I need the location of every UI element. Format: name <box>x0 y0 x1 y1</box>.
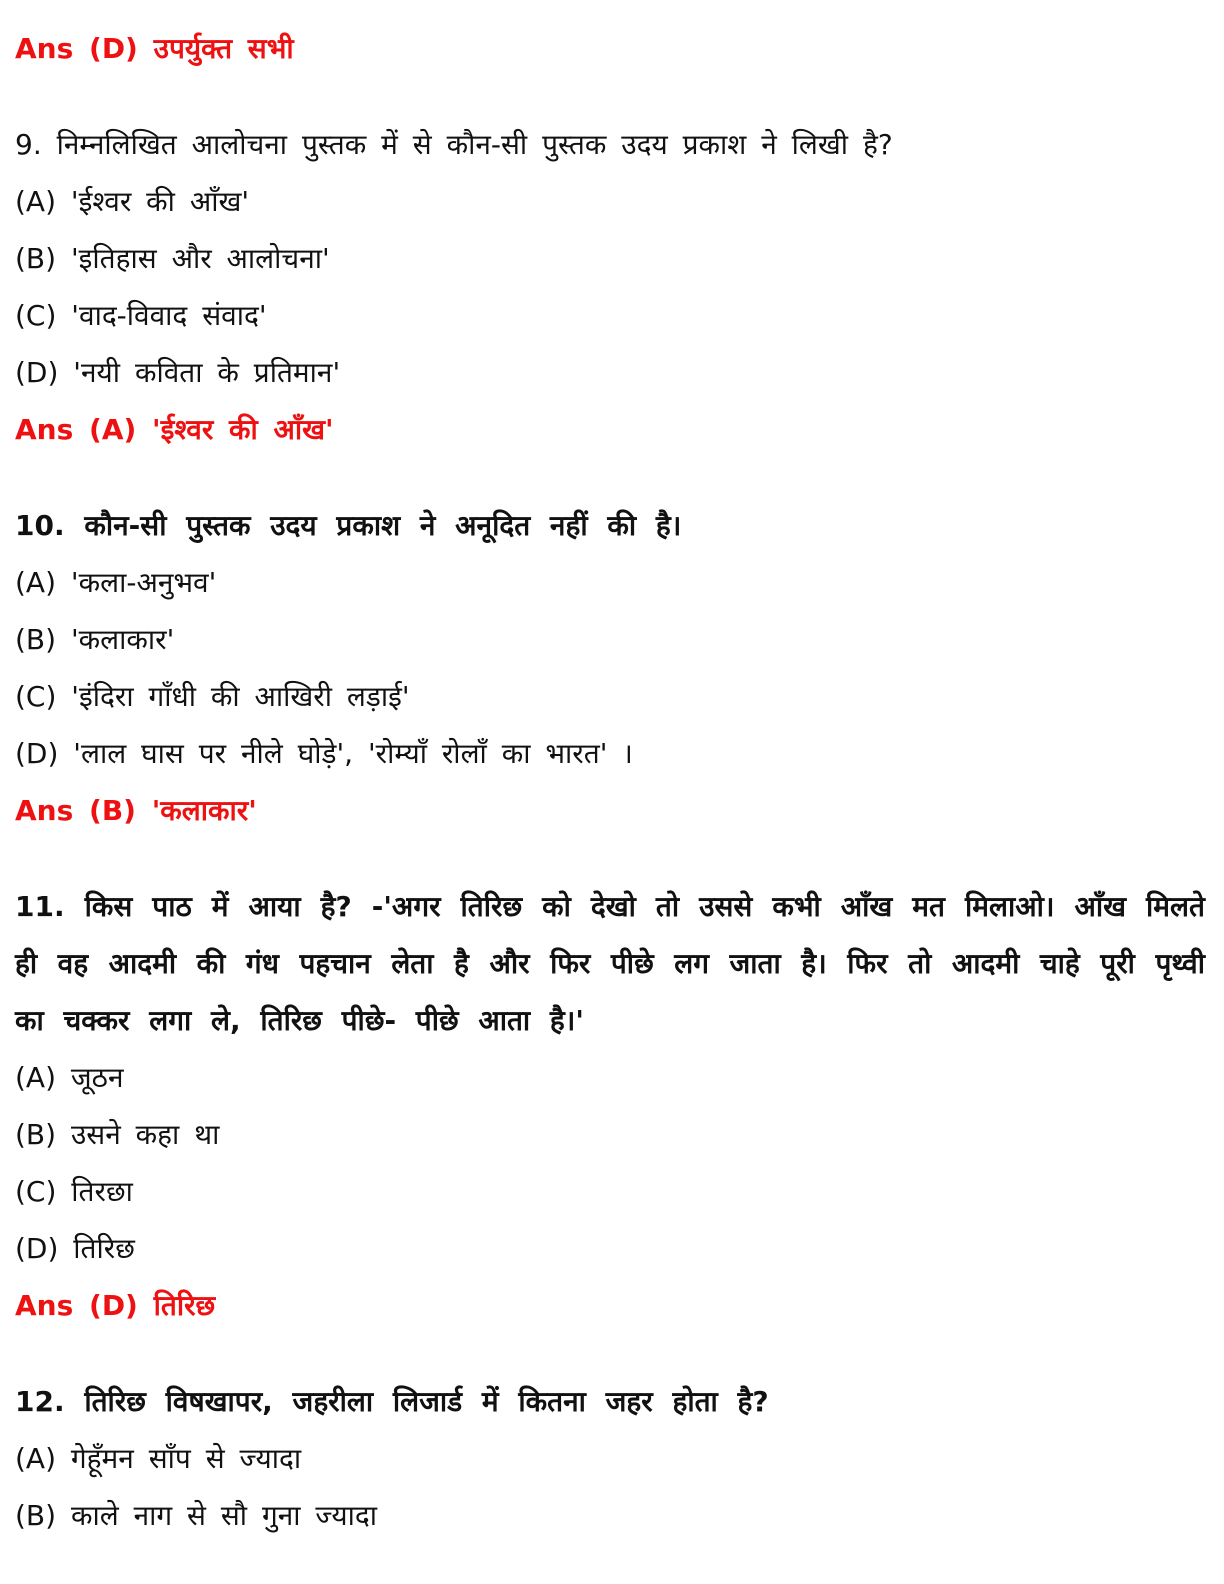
option-c: (C) 'इंदिरा गाँधी की आखिरी लड़ाई' <box>15 680 410 713</box>
answer-line-q8: Ans (D) उपर्युक्त सभी <box>15 32 294 65</box>
option-b: (B) 'कलाकार' <box>15 623 175 656</box>
option-c: (C) 'वाद-विवाद संवाद' <box>15 299 267 332</box>
question-text-11: 11. किस पाठ में आया है? -'अगर तिरिछ को देखो तो उससे कभी आँख मत मिलाओ। आँख मिलते ही वह आदमी की गंध पहचान लेता है और फिर पीछे लग जाता है। फिर तो आदमी चाहे पूरी पृथ्वी का चक्कर लगा ले, तिरिछ पीछे- पीछे आता है।' <box>15 890 1205 1037</box>
option-c: (C) तिरछा <box>15 1175 133 1208</box>
question-text-10: 10. कौन-सी पुस्तक उदय प्रकाश ने अनूदित नहीं की है। <box>15 509 682 542</box>
option-a: (A) गेहूँमन साँप से ज्यादा <box>15 1442 302 1475</box>
option-a: (A) जूठन <box>15 1061 124 1094</box>
spacer <box>15 458 1205 497</box>
question-block-10 <box>15 497 1205 839</box>
question-block-12 <box>15 1373 1205 1544</box>
option-a: (A) 'ईश्वर की आँख' <box>15 185 250 218</box>
spacer <box>15 1334 1205 1373</box>
question-text-12: 12. तिरिछ विषखापर, जहरीला लिजार्ड में कितना जहर होता है? <box>15 1385 769 1418</box>
option-b: (B) उसने कहा था <box>15 1118 220 1151</box>
option-d: (D) तिरिछ <box>15 1232 135 1265</box>
question-block-9 <box>15 116 1205 458</box>
question-block-11 <box>15 878 1205 1334</box>
question-text-9: 9. निम्नलिखित आलोचना पुस्तक में से कौन-सी पुस्तक उदय प्रकाश ने लिखी है? <box>15 128 893 161</box>
option-d: (D) 'नयी कविता के प्रतिमान' <box>15 356 341 389</box>
option-b: (B) काले नाग से सौ गुना ज्यादा <box>15 1499 378 1532</box>
option-b: (B) 'इतिहास और आलोचना' <box>15 242 330 275</box>
spacer <box>15 839 1205 878</box>
option-a: (A) 'कला-अनुभव' <box>15 566 217 599</box>
answer-line-q9: Ans (A) 'ईश्वर की आँख' <box>15 413 334 446</box>
spacer <box>15 77 1205 116</box>
option-d: (D) 'लाल घास पर नीले घोड़े', 'रोम्याँ रोलाँ का भारत' । <box>15 737 633 770</box>
answer-line-q10: Ans (B) 'कलाकार' <box>15 794 257 827</box>
answer-line-q11: Ans (D) तिरिछ <box>15 1289 216 1322</box>
document-page <box>15 20 1205 1544</box>
